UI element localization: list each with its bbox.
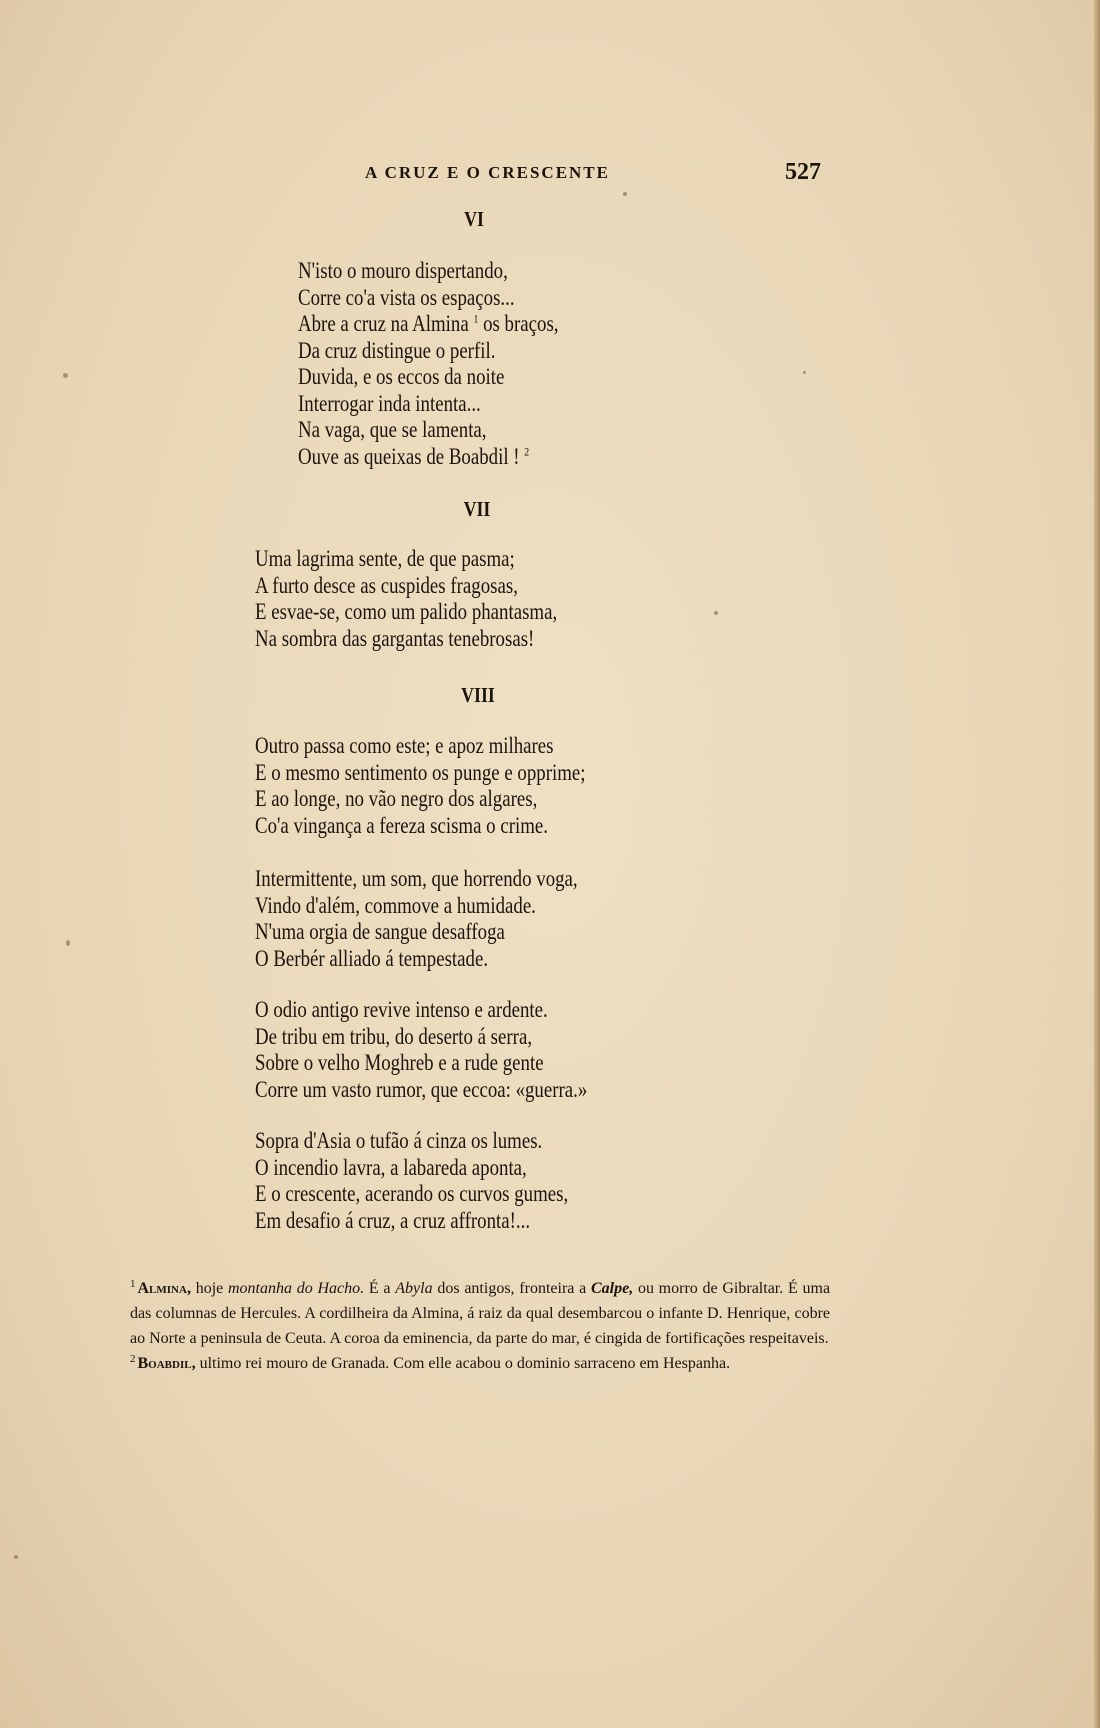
stanza-viii-4 [255,1128,637,1234]
footnote-text: ultimo rei mouro de Granada. Com elle acabou o dominio sarraceno em Hespanha. [199,1355,731,1372]
paper-speck [63,373,68,378]
stanza-viii-3 [255,997,660,1103]
footnote-term: Boabdil, [137,1355,196,1372]
section-number-viii: VIII [461,683,495,707]
verse-line: Outro passa como este; e apoz milhares [255,733,554,758]
verse-line: E o crescente, acerando os curvos gumes, [255,1181,569,1206]
verse-line: Na sombra das gargantas tenebrosas! [255,625,535,651]
footnote-text: montanha do Hacho. [228,1280,365,1297]
stanza-viii-2 [255,866,648,972]
footnote-text: É a [368,1280,391,1297]
verse-line: Interrogar inda intenta... [298,390,481,416]
verse-text: Abre a cruz na Almina [298,311,469,336]
footnote-2 [130,1351,830,1376]
footnotes [130,1276,830,1376]
verse-line [298,311,559,338]
verse-line: De tribu em tribu, do deserto á serra, [255,1023,533,1049]
verse-line: Em desafio á cruz, a cruz affronta!... [255,1207,531,1233]
section-number-vii: VII [463,497,491,521]
paper-speck [66,940,70,946]
paper-speck [14,1555,18,1559]
stanza-vi [298,258,616,470]
footnote-text: dos antigos, fronteira a [437,1280,587,1297]
verse-line: Da cruz distingue o perfil. [298,337,496,363]
verse-line: O Berbér alliado á tempestade. [255,945,489,971]
verse-line: O odio antigo revive intenso e ardente. [255,997,548,1022]
verse-line: Sopra d'Asia o tufão á cinza os lumes. [255,1128,543,1153]
footnote-term: Almina, [137,1280,191,1297]
paper-speck [623,192,627,196]
paper-speck [714,611,718,615]
section-number-vi: VI [464,207,484,231]
running-head [0,159,1100,193]
footnote-text: Calpe, [590,1280,634,1297]
verse-line: A furto desce as cuspides fragosas, [255,572,518,598]
verse-line: E esvae-se, como um palido phantasma, [255,599,558,624]
verse-line: E ao longe, no vão negro dos algares, [255,786,538,811]
page-number: 527 [785,159,821,185]
verse-line: Intermittente, um som, que horrendo voga, [255,866,578,891]
paper-speck [803,371,806,374]
footnote-text: Abyla [395,1280,433,1297]
verse-line: Corre co'a vista os espaços... [298,284,515,310]
verse-line: Vindo d'além, commove a humidade. [255,892,536,918]
verse-line: E o mesmo sentimento os punge e opprime; [255,759,586,785]
verse-text: Ouve as queixas de Boabdil ! [298,443,520,469]
stanza-vii [255,546,624,652]
footnote-ref: 2 [524,443,530,458]
footnote-1 [130,1276,830,1351]
verse-line [298,444,559,471]
verse-line: O incendio lavra, a labareda aponta, [255,1154,527,1180]
verse-text: os braços, [483,311,559,336]
stanza-viii-1 [255,733,658,839]
footnote-mark: 2 [130,1352,136,1365]
verse-line: Na vaga, que se lamenta, [298,417,487,442]
footnote-mark: 1 [130,1277,136,1290]
footnote-text: hoje [195,1280,224,1297]
verse-line: Duvida, e os eccos da noite [298,364,505,389]
verse-line: N'uma orgia de sangue desaffoga [255,919,505,944]
verse-line: Co'a vingança a fereza scisma o crime. [255,812,548,838]
verse-line: Sobre o velho Moghreb e a rude gente [255,1050,544,1075]
footnote-ref: 1 [473,311,479,326]
footnote-text: ou morro de Gibraltar. É uma das columnas de Hercules. A cordilheira da Almina, á raiz da qual desembarcou o infante D. Henrique, cobre ao Norte a peninsula de Ceuta. A coroa da eminencia, da parte do mar, é cingida de fortificações respeitaveis. [130,1280,831,1347]
running-title: A CRUZ E O CRESCENTE [365,163,610,182]
verse-line: Uma lagrima sente, de que pasma; [255,546,515,571]
page-edge [1094,0,1100,1728]
verse-line: Corre um vasto rumor, que eccoa: «guerra.» [255,1076,588,1102]
verse-line: N'isto o mouro dispertando, [298,258,508,283]
